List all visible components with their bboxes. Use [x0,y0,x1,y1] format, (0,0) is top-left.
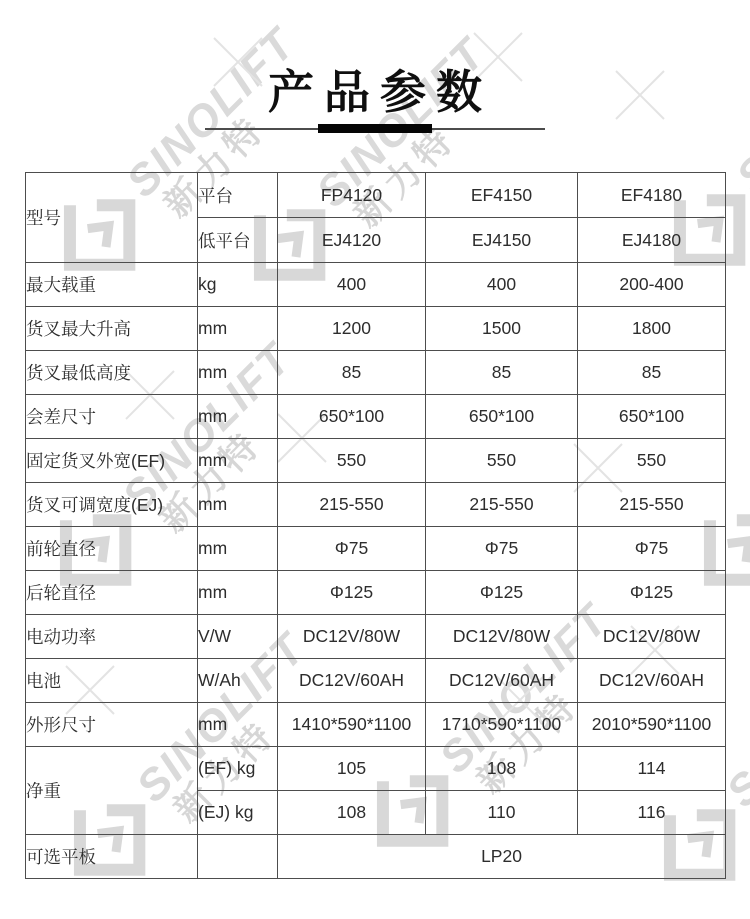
table-row-front-wheel-diameter [26,527,726,571]
row-label: 电动功率 [26,615,198,659]
table-row-net-weight-ef [26,747,726,791]
row-value: DC12V/60AH [578,659,726,703]
row-unit: kg [198,263,278,307]
table-row-overall-dimensions [26,703,726,747]
row-label: 会差尺寸 [26,395,198,439]
row-value: 550 [578,439,726,483]
table-row-motor-power [26,615,726,659]
table-row-max-lift-height [26,307,726,351]
row-label: 货叉最大升高 [26,307,198,351]
row-value: 116 [578,791,726,835]
row-value: 1800 [578,307,726,351]
model-value: FP4120 [278,173,426,218]
row-label: 后轮直径 [26,571,198,615]
model-value: EF4180 [578,173,726,218]
row-value: 85 [278,351,426,395]
model-value: EJ4150 [426,218,578,263]
row-label-net-weight: 净重 [26,747,198,835]
row-label: 货叉可调宽度(EJ) [26,483,198,527]
row-value: 1410*590*1100 [278,703,426,747]
table-row-adjustable-fork-width [26,483,726,527]
row-value: 400 [426,263,578,307]
row-value: 105 [278,747,426,791]
row-value: 215-550 [426,483,578,527]
table-row-optional-platform [26,835,726,879]
row-value: 200-400 [578,263,726,307]
table-row-rear-wheel-diameter [26,571,726,615]
title-divider [205,123,545,135]
row-value: 85 [578,351,726,395]
row-value: 110 [426,791,578,835]
table-row-battery [26,659,726,703]
table-row-fork-dimensions [26,395,726,439]
row-value: 650*100 [426,395,578,439]
table-row-min-fork-height [26,351,726,395]
row-value: 1200 [278,307,426,351]
row-value: 550 [278,439,426,483]
model-value: EJ4180 [578,218,726,263]
row-value: Φ125 [426,571,578,615]
row-unit: mm [198,483,278,527]
row-unit: (EJ) kg [198,791,278,835]
row-unit: mm [198,571,278,615]
row-unit: mm [198,439,278,483]
row-unit: mm [198,703,278,747]
row-value: 550 [426,439,578,483]
row-label: 固定货叉外宽(EF) [26,439,198,483]
row-value: 650*100 [578,395,726,439]
table-row-model-platform [26,173,726,218]
row-value: 108 [278,791,426,835]
row-unit: mm [198,307,278,351]
row-label: 货叉最低高度 [26,351,198,395]
row-unit-empty [198,835,278,879]
row-unit: mm [198,351,278,395]
model-value: EF4150 [426,173,578,218]
row-unit: mm [198,527,278,571]
row-label: 电池 [26,659,198,703]
row-label: 可选平板 [26,835,198,879]
model-sub-label-low-platform: 低平台 [198,218,278,263]
table-row-fixed-fork-width [26,439,726,483]
row-value: Φ125 [278,571,426,615]
divider-bar [318,124,432,133]
row-label-model: 型号 [26,173,198,263]
row-unit: W/Ah [198,659,278,703]
row-value: 215-550 [278,483,426,527]
row-value: 650*100 [278,395,426,439]
row-unit: (EF) kg [198,747,278,791]
row-value: 108 [426,747,578,791]
model-value: EJ4120 [278,218,426,263]
model-sub-label-platform: 平台 [198,173,278,218]
product-spec-table [25,172,726,879]
row-value: DC12V/60AH [278,659,426,703]
row-value: DC12V/80W [278,615,426,659]
row-value: 1710*590*1100 [426,703,578,747]
row-value: 215-550 [578,483,726,527]
row-label: 最大载重 [26,263,198,307]
page-title: 产品参数 [268,66,492,118]
row-value: Φ75 [278,527,426,571]
row-value-span: LP20 [278,835,726,879]
row-value: 85 [426,351,578,395]
row-value: DC12V/60AH [426,659,578,703]
row-value: DC12V/80W [578,615,726,659]
row-value: 114 [578,747,726,791]
row-unit: V/W [198,615,278,659]
row-label: 前轮直径 [26,527,198,571]
row-value: 400 [278,263,426,307]
row-unit: mm [198,395,278,439]
row-value: Φ75 [426,527,578,571]
table-row-max-load [26,263,726,307]
row-value: Φ75 [578,527,726,571]
row-value: Φ125 [578,571,726,615]
row-value: DC12V/80W [426,615,578,659]
row-value: 2010*590*1100 [578,703,726,747]
row-value: 1500 [426,307,578,351]
row-label: 外形尺寸 [26,703,198,747]
